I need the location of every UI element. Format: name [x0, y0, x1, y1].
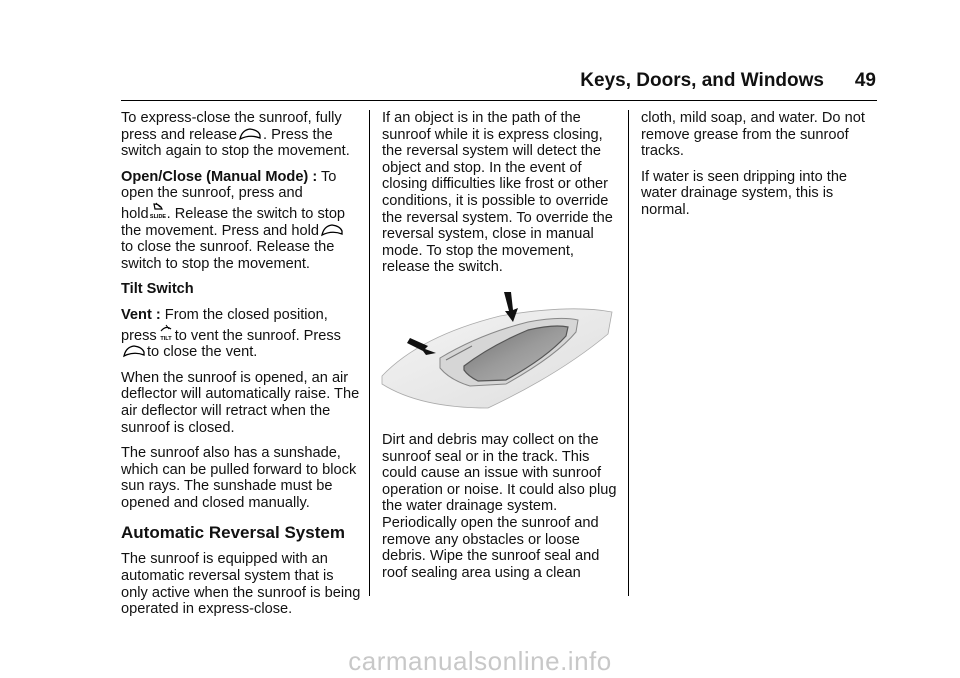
header-rule — [121, 100, 877, 101]
water-drainage-paragraph: If water is seen dripping into the water drainage system, this is normal. — [641, 168, 848, 218]
manual-mode-paragraph: Open/Close (Manual Mode) : To open the sunroof, press and hold SLIDE . Release the switch to stop the movement. Press and hold to close the sunroof. Release the switch to stop the movement. — [121, 168, 346, 272]
column-1 — [121, 110, 361, 627]
sunroof-illustration — [380, 290, 618, 418]
tilt-switch-heading: Tilt Switch — [121, 281, 194, 298]
automatic-reversal-heading: Automatic Reversal System — [121, 523, 345, 543]
svg-text:TILT: TILT — [160, 335, 172, 342]
watermark: carmanualsonline.info — [348, 646, 612, 676]
reversal-override-paragraph: If an object is in the path of the sunroof while it is express closing, the reversal system will detect the object and stop. In the event of closing difficulties like frost or other conditions, it is possible to override the reversal system. To override the reversal system, close in manual mode. To stop the movement, release the switch. — [382, 110, 613, 276]
svg-text:SLIDE: SLIDE — [149, 213, 166, 220]
dirt-debris-paragraph: Dirt and debris may collect on the sunroof seal or in the track. This could cause an issue with sunroof operation or noise. It could also plug the water drainage system. Periodically open the sunroof and remove any obstacles or loose debris. Wipe the sunroof seal and roof sealing area using a clean — [382, 431, 617, 581]
column-3 — [641, 110, 877, 228]
column-2 — [382, 110, 618, 590]
cleaning-paragraph: cloth, mild soap, and water. Do not remove grease from the sunroof tracks. — [641, 110, 865, 160]
column-divider — [369, 110, 370, 596]
sunroof-close-icon — [321, 223, 343, 237]
sunroof-close-icon — [123, 344, 145, 358]
page-header — [0, 70, 960, 94]
section-title: Keys, Doors, and Windows — [580, 70, 824, 91]
air-deflector-paragraph: When the sunroof is opened, an air deflector will automatically raise. The air deflector will retract when the sunroof is closed. — [121, 369, 360, 436]
vent-paragraph: Vent : From the closed position, press TILT to vent the sunroof. Press to close the vent. — [121, 306, 341, 361]
sunshade-paragraph: The sunroof also has a sunshade, which can be pulled forward to block sun rays. The sunshade must be opened and closed manually. — [121, 445, 357, 511]
sunroof-close-icon — [239, 127, 261, 141]
column-divider — [628, 110, 629, 596]
express-close-paragraph: To express-close the sunroof, fully press and release . Press the switch again to stop the movement. — [121, 110, 350, 160]
page-number: 49 — [854, 70, 876, 91]
automatic-reversal-paragraph: The sunroof is equipped with an automatic reversal system that is only active when the sunroof is being operated in express-close. — [121, 551, 361, 618]
sunroof-tilt-icon — [159, 324, 173, 342]
sunroof-open-icon — [151, 202, 165, 220]
